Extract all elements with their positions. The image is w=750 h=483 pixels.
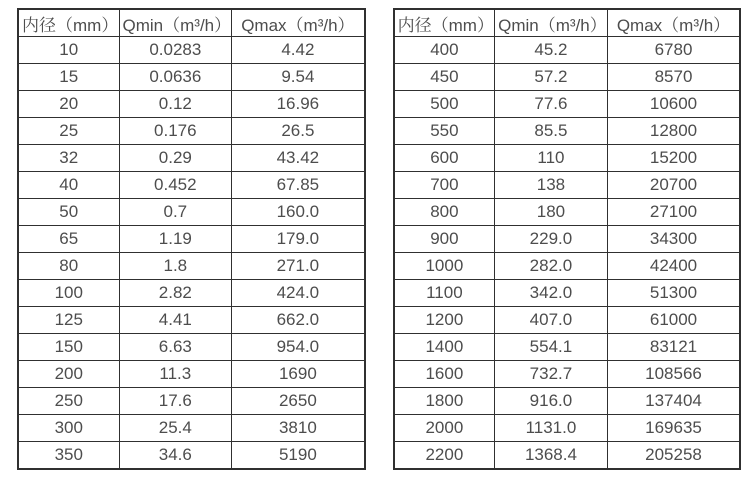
table-body [394,37,741,470]
diameter-cell: 1400 [394,334,495,361]
qmin-cell: 25.4 [119,415,232,442]
table-row [394,226,741,253]
qmin-cell: 1.19 [119,226,232,253]
diameter-cell: 125 [18,307,119,334]
table-header-row [394,9,741,37]
qmax-cell: 20700 [607,172,740,199]
qmax-cell: 12800 [607,118,740,145]
qmin-cell: 85.5 [495,118,608,145]
qmin-cell: 45.2 [495,37,608,64]
qmax-cell: 9.54 [232,64,365,91]
table-row [18,226,365,253]
table-row [394,37,741,64]
qmin-cell: 138 [495,172,608,199]
qmax-cell: 83121 [607,334,740,361]
qmax-cell: 137404 [607,388,740,415]
diameter-cell: 65 [18,226,119,253]
table-row [18,307,365,334]
qmax-cell: 205258 [607,442,740,470]
header-qmax: Qmax（m³/h） [232,9,365,37]
flow-spec-table-small-diameters [17,8,366,470]
table-row [18,91,365,118]
table-body [18,37,365,470]
qmin-cell: 11.3 [119,361,232,388]
table-row [394,280,741,307]
header-qmin: Qmin（m³/h） [119,9,232,37]
table-row [394,307,741,334]
table-row [394,64,741,91]
diameter-cell: 25 [18,118,119,145]
table-row [394,172,741,199]
diameter-cell: 20 [18,91,119,118]
table-row [394,253,741,280]
diameter-cell: 600 [394,145,495,172]
diameter-cell: 80 [18,253,119,280]
qmin-cell: 77.6 [495,91,608,118]
qmin-cell: 732.7 [495,361,608,388]
table-row [394,415,741,442]
qmax-cell: 26.5 [232,118,365,145]
table-row [18,361,365,388]
table-row [18,145,365,172]
qmax-cell: 1690 [232,361,365,388]
qmax-cell: 6780 [607,37,740,64]
qmin-cell: 0.29 [119,145,232,172]
qmin-cell: 0.0636 [119,64,232,91]
header-qmax: Qmax（m³/h） [607,9,740,37]
qmax-cell: 61000 [607,307,740,334]
qmax-cell: 34300 [607,226,740,253]
qmax-cell: 271.0 [232,253,365,280]
qmin-cell: 2.82 [119,280,232,307]
qmax-cell: 16.96 [232,91,365,118]
diameter-cell: 350 [18,442,119,470]
diameter-cell: 1600 [394,361,495,388]
qmin-cell: 282.0 [495,253,608,280]
table-row [394,361,741,388]
qmin-cell: 229.0 [495,226,608,253]
table-row [18,280,365,307]
qmax-cell: 67.85 [232,172,365,199]
qmax-cell: 43.42 [232,145,365,172]
qmax-cell: 10600 [607,91,740,118]
table-row [394,199,741,226]
diameter-cell: 50 [18,199,119,226]
qmax-cell: 2650 [232,388,365,415]
diameter-cell: 1100 [394,280,495,307]
qmin-cell: 0.12 [119,91,232,118]
header-inner-diameter: 内径（mm） [394,9,495,37]
qmin-cell: 1131.0 [495,415,608,442]
diameter-cell: 2200 [394,442,495,470]
qmax-cell: 27100 [607,199,740,226]
table-row [394,145,741,172]
diameter-cell: 450 [394,64,495,91]
qmin-cell: 4.41 [119,307,232,334]
diameter-cell: 100 [18,280,119,307]
table-row [18,172,365,199]
qmax-cell: 5190 [232,442,365,470]
diameter-cell: 2000 [394,415,495,442]
qmin-cell: 1.8 [119,253,232,280]
table-row [394,388,741,415]
table-row [394,91,741,118]
table-row [394,442,741,470]
qmin-cell: 57.2 [495,64,608,91]
table-row [18,199,365,226]
header-qmin: Qmin（m³/h） [495,9,608,37]
diameter-cell: 800 [394,199,495,226]
table-row [18,118,365,145]
diameter-cell: 40 [18,172,119,199]
qmax-cell: 179.0 [232,226,365,253]
qmin-cell: 34.6 [119,442,232,470]
qmin-cell: 180 [495,199,608,226]
table-row [18,37,365,64]
diameter-cell: 1000 [394,253,495,280]
qmax-cell: 424.0 [232,280,365,307]
table-row [18,64,365,91]
diameter-cell: 32 [18,145,119,172]
qmax-cell: 160.0 [232,199,365,226]
table-row [18,253,365,280]
diameter-cell: 10 [18,37,119,64]
qmax-cell: 108566 [607,361,740,388]
diameter-cell: 15 [18,64,119,91]
table-row [18,442,365,470]
flow-spec-table-large-diameters [393,8,742,470]
diameter-cell: 1800 [394,388,495,415]
qmax-cell: 8570 [607,64,740,91]
table-row [394,118,741,145]
qmin-cell: 0.176 [119,118,232,145]
diameter-cell: 700 [394,172,495,199]
qmin-cell: 916.0 [495,388,608,415]
qmin-cell: 554.1 [495,334,608,361]
qmax-cell: 169635 [607,415,740,442]
diameter-cell: 250 [18,388,119,415]
qmin-cell: 17.6 [119,388,232,415]
diameter-cell: 500 [394,91,495,118]
qmax-cell: 4.42 [232,37,365,64]
qmax-cell: 51300 [607,280,740,307]
table-row [394,334,741,361]
qmax-cell: 3810 [232,415,365,442]
diameter-cell: 1200 [394,307,495,334]
qmax-cell: 42400 [607,253,740,280]
diameter-cell: 200 [18,361,119,388]
qmin-cell: 6.63 [119,334,232,361]
table-row [18,334,365,361]
qmax-cell: 662.0 [232,307,365,334]
table-row [18,415,365,442]
qmax-cell: 954.0 [232,334,365,361]
table-header-row [18,9,365,37]
diameter-cell: 900 [394,226,495,253]
qmin-cell: 0.7 [119,199,232,226]
qmin-cell: 0.0283 [119,37,232,64]
qmax-cell: 15200 [607,145,740,172]
table-row [18,388,365,415]
diameter-cell: 300 [18,415,119,442]
qmin-cell: 110 [495,145,608,172]
qmin-cell: 407.0 [495,307,608,334]
qmin-cell: 1368.4 [495,442,608,470]
diameter-cell: 550 [394,118,495,145]
qmin-cell: 0.452 [119,172,232,199]
diameter-cell: 400 [394,37,495,64]
qmin-cell: 342.0 [495,280,608,307]
diameter-cell: 150 [18,334,119,361]
header-inner-diameter: 内径（mm） [18,9,119,37]
